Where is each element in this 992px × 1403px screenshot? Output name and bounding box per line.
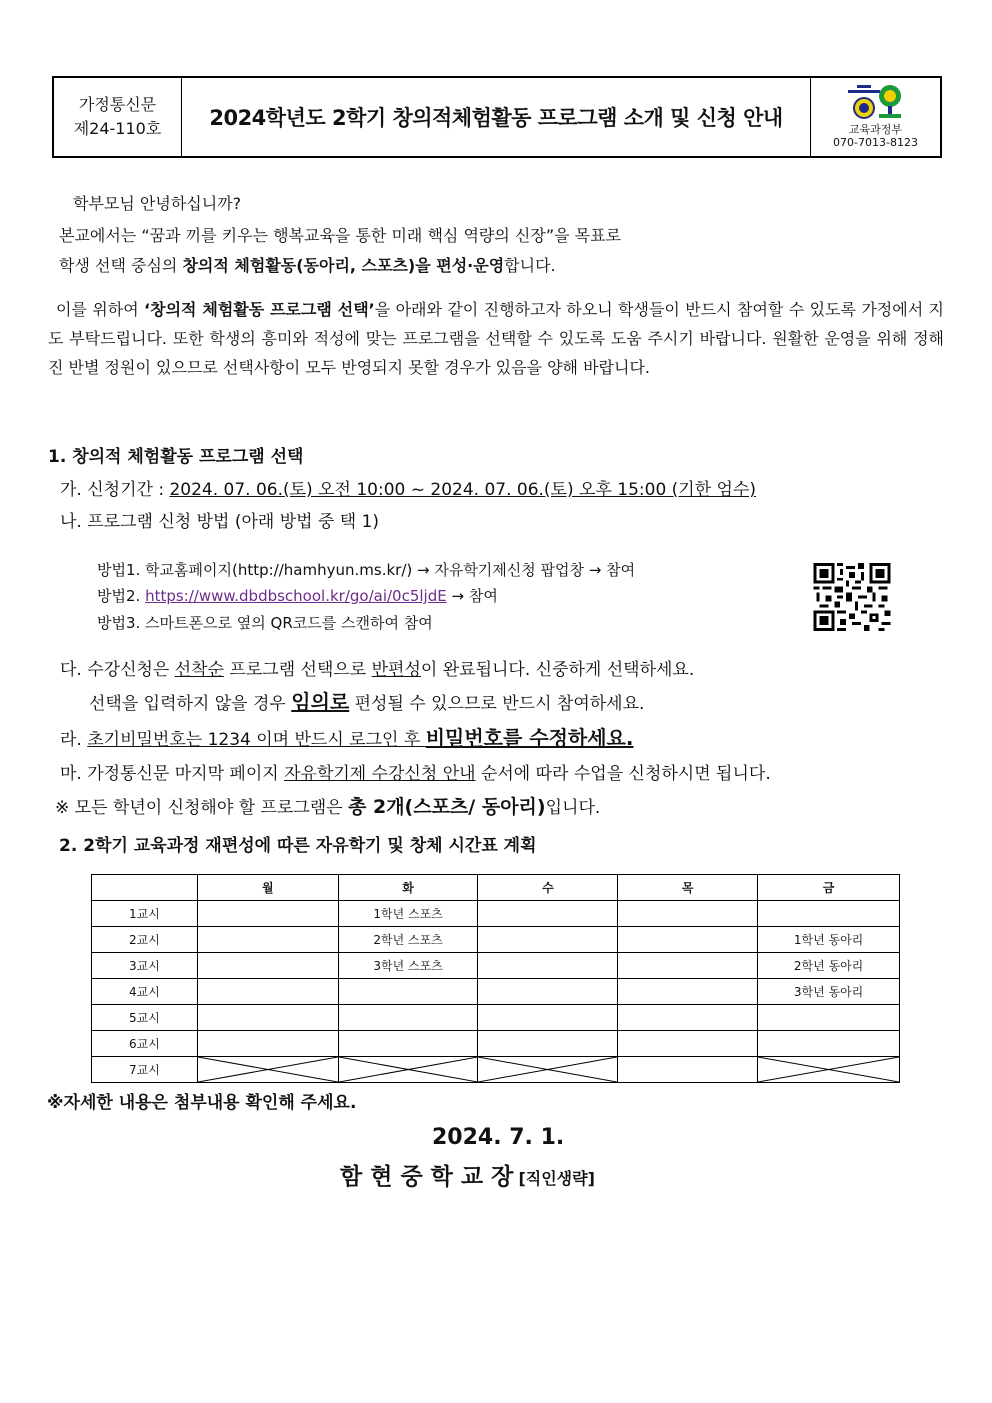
dept-name: 교육과정부: [848, 123, 903, 136]
table-cell: 3학년 스포츠: [338, 953, 478, 979]
crossed-cell: [478, 1057, 618, 1083]
table-row: [92, 927, 900, 953]
intro-highlight: 창의적 체험활동(동아리, 스포츠)을 편성·운영: [182, 256, 505, 275]
dept-phone: 070-7013-8123: [833, 136, 918, 149]
table-cell: [197, 953, 338, 979]
crossed-cell: [338, 1057, 478, 1083]
application-period: 가. 신청기간 : 2024. 07. 06.(토) 오전 10:00 ~ 2024. 07. 06.(토) 오후 15:00 (기한 엄수): [60, 480, 757, 500]
table-cell: [618, 901, 758, 927]
period-label: 1교시: [92, 901, 198, 927]
table-cell: [197, 901, 338, 927]
period-label: 6교시: [92, 1031, 198, 1057]
period-label: 4교시: [92, 979, 198, 1005]
item-e: 마. 가정통신문 마지막 페이지 자유학기제 수강신청 안내 순서에 따라 수업을 신청하시면 됩니다.: [60, 764, 771, 784]
intro-line-goal: 본교에서는 “꿈과 끼를 키우는 행복교육을 통한 미래 핵심 역량의 신장”을 목표로: [59, 226, 622, 245]
document-header: [52, 76, 942, 158]
table-cell: [618, 927, 758, 953]
table-cell: [338, 1005, 478, 1031]
day-header: 화: [338, 875, 478, 901]
table-row: [92, 901, 900, 927]
table-cell: 1학년 스포츠: [338, 901, 478, 927]
table-cell: [478, 901, 618, 927]
table-cell: [618, 1031, 758, 1057]
timetable: [91, 874, 900, 1083]
table-cell: [478, 927, 618, 953]
table-cell: [758, 901, 900, 927]
footer-note: ※자세한 내용은 첨부내용 확인해 주세요.: [47, 1093, 357, 1113]
day-header: 금: [758, 875, 900, 901]
timetable-header-row: [92, 875, 900, 901]
table-cell: [197, 979, 338, 1005]
doc-number: 제24-110호: [73, 119, 162, 138]
signup-link[interactable]: https://www.dbdbschool.kr/go/ai/0c5ljdE: [145, 587, 447, 605]
table-row: [92, 953, 900, 979]
table-cell: [338, 1031, 478, 1057]
seal-omitted: [직인생략]: [518, 1169, 595, 1188]
period-label: 3교시: [92, 953, 198, 979]
table-cell: 2학년 동아리: [758, 953, 900, 979]
table-cell: [618, 979, 758, 1005]
principal-signature: 함 현 중 학 교 장: [340, 1164, 514, 1190]
day-header: 목: [618, 875, 758, 901]
signature-line: [340, 1162, 595, 1194]
dept-cell: [810, 78, 940, 156]
program-count: 총 2개(스포츠/ 동아리): [348, 796, 546, 818]
table-cell: 2학년 스포츠: [338, 927, 478, 953]
day-header: 수: [478, 875, 618, 901]
crossed-cell: [758, 1057, 900, 1083]
item-c-note: 선택을 입력하지 않을 경우 임의로 편성될 수 있으므로 반드시 참여하세요.: [89, 690, 645, 714]
period-label: 5교시: [92, 1005, 198, 1031]
method-1: 방법1. 학교홈페이지(http://hamhyun.ms.kr/) → 자유학기제신청 팝업창 → 참여: [97, 561, 636, 579]
period-label: 2교시: [92, 927, 198, 953]
method-heading: 나. 프로그램 신청 방법 (아래 방법 중 택 1): [60, 512, 380, 532]
table-cell: [478, 979, 618, 1005]
doc-type: 가정통신문: [78, 95, 157, 114]
table-cell: [758, 1031, 900, 1057]
section2-title: 2. 2학기 교육과정 재편성에 따른 자유학기 및 창체 시간표 계획: [59, 836, 537, 856]
item-c: 다. 수강신청은 선착순 프로그램 선택으로 반편성이 완료됩니다. 신중하게 선택하세요.: [60, 660, 695, 680]
table-cell: [478, 1005, 618, 1031]
crossed-cell: [197, 1057, 338, 1083]
item-d: 라. 초기비밀번호는 1234 이며 반드시 로그인 후 비밀번호를 수정하세요.: [60, 726, 634, 750]
section1-title: 1. 창의적 체험활동 프로그램 선택: [48, 447, 304, 467]
table-cell: 1학년 동아리: [758, 927, 900, 953]
table-cell: [618, 953, 758, 979]
page-title: 2024학년도 2학기 창의적체험활동 프로그램 소개 및 신청 안내: [209, 106, 783, 130]
qr-code-icon[interactable]: [813, 563, 891, 631]
day-header: 월: [197, 875, 338, 901]
issue-date: 2024. 7. 1.: [432, 1125, 565, 1150]
table-cell: [478, 953, 618, 979]
table-cell: [197, 1005, 338, 1031]
table-cell: [478, 1031, 618, 1057]
method-3: 방법3. 스마트폰으로 옆의 QR코드를 스캔하여 참여: [97, 614, 433, 632]
doc-id-cell: [54, 78, 182, 156]
table-cell: [618, 1057, 758, 1083]
paragraph-highlight: ‘창의적 체험활동 프로그램 선택’: [144, 300, 375, 319]
greeting: 학부모님 안녕하십니까?: [73, 194, 242, 213]
intro-line-program: 학생 선택 중심의 창의적 체험활동(동아리, 스포츠)을 편성·운영합니다.: [59, 256, 556, 275]
table-row: [92, 1005, 900, 1031]
table-cell: [197, 1031, 338, 1057]
table-cell: [758, 1005, 900, 1031]
table-row: [92, 979, 900, 1005]
table-row: [92, 1031, 900, 1057]
table-cell: [338, 979, 478, 1005]
table-cell: [618, 1005, 758, 1031]
random-assign-emphasis: 임의로: [291, 690, 350, 714]
table-cell: [197, 927, 338, 953]
header-corner: [92, 875, 198, 901]
school-logo-icon: [845, 82, 907, 122]
program-count-note: ※ 모든 학년이 신청해야 할 프로그램은 총 2개(스포츠/ 동아리)입니다.: [55, 796, 601, 818]
table-cell: 3학년 동아리: [758, 979, 900, 1005]
period-value: 2024. 07. 06.(토) 오전 10:00 ~ 2024. 07. 06.(토) 오후 15:00 (기한 엄수): [169, 480, 757, 500]
period-label: 7교시: [92, 1057, 198, 1083]
method-2: 방법2. https://www.dbdbschool.kr/go/ai/0c5ljdE → 참여: [97, 587, 498, 605]
table-row: [92, 1057, 900, 1083]
password-emphasis: 비밀번호를 수정하세요.: [425, 726, 634, 750]
body-paragraph: 이를 위하여 ‘창의적 체험활동 프로그램 선택’을 아래와 같이 진행하고자 하오니 학생들이 반드시 참여할 수 있도록 가정에서 지도 부탁드립니다. 또한 학생의 흥미와 적성에 맞는 프로그램을 선택할 수 있도록 도움 주시기 바랍니다. 원활한 운영을 위해 정해진 반별 정원이 있으므로 선택사항이 모두 반영되지 못할 경우가 있음을 양해 바랍니다.: [48, 300, 944, 377]
